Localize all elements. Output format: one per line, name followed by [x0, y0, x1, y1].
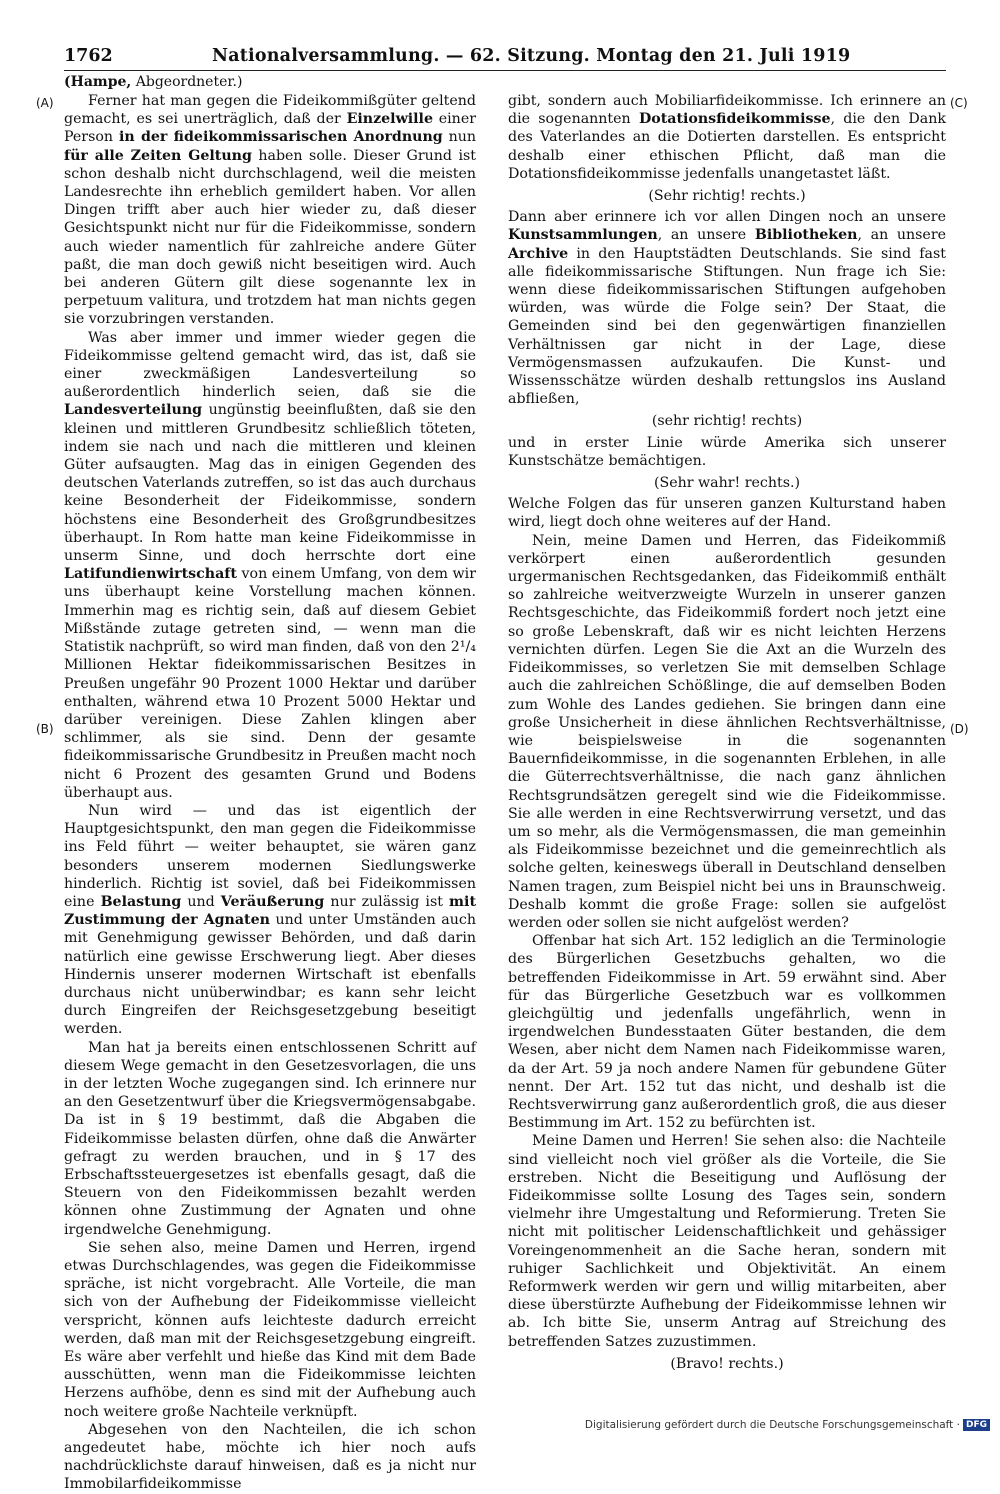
running-head-title: Nationalversammlung. — 62. Sitzung. Montag den 21. Juli 1919: [212, 46, 851, 66]
footer-text: Digitalisierung gefördert durch die Deutsche Forschungsgemeinschaft ·: [584, 1419, 960, 1431]
interjection: (Bravo! rechts.): [670, 1355, 784, 1372]
paragraph: und in erster Linie würde Amerika sich unserer Kunstschätze bemächtigen.: [508, 434, 946, 469]
paragraph: Ferner hat man gegen die Fideikommißgüter geltend gemacht, es sei unerträglich, daß der Einzelwille einer Person in der fideikommissarischen Anordnung nun für alle Zeiten Geltung haben solle. Dieser Grund ist schon deshalb nicht durchschlagend, weil die meisten Landesrechte ihn erheblich gemildert haben. Vor allen Dingen trifft aber auch hier wieder zu, daß dieser Gesichtspunkt nicht nur für die Fideikommisse, sondern auch wieder namentlich für zahlreiche andere Güter paßt, die man doch gewiß nicht beseitigen wird. Auch bei anderen Gütern gilt diese sogenannte lex in perpetuum valitura, und trotzdem hat man nichts gegen sie vorzubringen verstanden.: [64, 93, 477, 328]
dfg-logo: DFG: [963, 1419, 990, 1431]
paragraph: Was aber immer und immer wieder gegen die Fideikommisse geltend gemacht wird, das ist, daß sie einer zweckmäßigen Landesverteilung so außerordentlich hinderlich seien, daß sie die Landesverteilung ungünstig beeinflußten, daß sie den kleinen und mittleren Grundbesitz schließlich töteten, indem sie nach und nach die mittleren und kleinen Güter aufsaugten. Mag das in einigen Gegenden des deutschen Vaterlands zutreffen, so ist das auch durchaus keine Besonderheit der Fideikommisse, sondern höchstens eine Besonderheit des Großgrundbesitzes überhaupt. In Rom hatte man keine Fideikommisse in unserm Sinne, und doch herrschte dort eine Latifundienwirtschaft von einem Umfang, von dem wir uns überhaupt keine Vorstellung machen können. Immerhin mag es richtig sein, daß auf diesem Gebiet Mißstände zutage getreten sind, — wenn man die Statistik nachprüft, so wird man finden, daß von den 2¹/₄ Millionen Hektar fideikommissarischen Besitzes in Preußen ungefähr 90 Prozent 1000 Hektar und darüber enthalten, während etwa 10 Prozent 5000 Hektar und darüber vereinigen. Diese Zahlen klingen aber schlimmer, als sie sind. Denn der gesamte fideikommissarische Grundbesitz in Preußen macht noch nicht 6 Prozent des gesamten Grund und Bodens überhaupt aus.: [64, 329, 476, 801]
interjection: (sehr richtig! rechts): [651, 413, 803, 430]
right-column: [508, 92, 946, 1376]
page-number: 1762: [64, 46, 113, 66]
paragraph: gibt, sondern auch Mobiliarfideikommisse. Ich erinnere an die sogenannten Dotationsfideikommisse, die den Dank des Vaterlandes an die Dotierten darstellen. Es entspricht deshalb einer ethischen Pflicht, daß man die Dotationsfideikommisse jedenfalls unangetastet läßt.: [508, 93, 946, 182]
speaker-role: Abgeordneter.): [135, 74, 243, 90]
speaker-name: (Hampe,: [64, 74, 132, 90]
interjection: (Sehr richtig! rechts.): [648, 188, 806, 205]
paragraph: Sie sehen also, meine Damen und Herren, irgend etwas Durchschlagendes, was gegen die Fideikommisse spräche, ist nicht vorgebracht. Alle Vorteile, die man sich von der Aufhebung der Fideikommisse vielleicht verspricht, können aufs leichteste dadurch erreicht werden, daß man mit der Reichsgesetzgebung eingreift. Es wäre aber verfehlt und hieße das Kind mit dem Bade ausschütten, wenn man die Fideikommisse leichten Herzens aufhöbe, denn es sind mit der Aufhebung auch noch weitere große Nachteile verknüpft.: [64, 1239, 476, 1420]
paragraph: Dann aber erinnere ich vor allen Dingen noch an unsere Kunstsammlungen, an unsere Bibliotheken, an unsere Archive in den Hauptstädten Deutschlands. Sie sind fast alle fideikommissarische Stiftungen. Nun frage ich Sie: wenn diese fideikommissarischen Stiftungen aufgehoben würden, was würde die Folge sein? Der Staat, die Gemeinden sind bei den gegenwärtigen finanziellen Verhältnissen gar nicht in der Lage, diese Vermögensmassen aufzukaufen. Die Kunst- und Wissensschätze würden deshalb rettungslos ins Ausland abfließen,: [508, 209, 947, 408]
paragraph: Meine Damen und Herren! Sie sehen also: die Nachteile sind vielleicht noch viel größer als die Vorteile, die Sie erstreben. Nicht die Beseitigung und Auflösung der Fideikommisse sollte Losung des Tages sein, sondern vielmehr ihre Umgestaltung und Reformierung. Treten Sie nicht mit politischer Leidenschaftlichkeit und gehässiger Voreingenommenheit an die Sache heran, sondern mit ruhiger Sachlichkeit und Objektivität. An einem Reformwerk werden wir gern und willig mitarbeiten, aber diese überstürzte Aufhebung der Fideikommisse lehnen wir ab. Ich bitte Sie, unserm Antrag auf Streichung des betreffenden Satzes zuzustimmen.: [508, 1133, 946, 1350]
paragraph: Nein, meine Damen und Herren, das Fideikommiß verkörpert einen außerordentlich gesunden urgermanischen Rechtsgedanken, das Fideikommiß enthält so zahlreiche weitverzweigte Wurzeln in unserer ganzen Rechtsgeschichte, das Fideikommiß fordert noch jetzt eine so große Lebenskraft, daß wir es nicht leichten Herzens vernichten dürfen. Legen Sie die Axt an die Wurzeln des Fideikommisses, so verletzen Sie mit demselben Schlage auch die zahlreichen Schößlinge, die auf demselben Boden zum Wohle des Landes gediehen. Sie bringen dann eine große Unsicherheit in diese ähnlichen Rechtsverhältnisse, wie beispielsweise in die sogenannten Bauernfideikommisse, in die sogenannten Erblehen, in alle die Güterrechtsverhältnisse, die nach ganz ähnlichen Rechtsgrundsätzen geregelt sind wie die Fideikommisse. Sie alle werden in eine Rechtsverwirrung versetzt, und das um so mehr, als die Vermögensmassen, die man gemeinhin als Fideikommisse bezeichnet und die gemeinrechtlich als solche gelten, keineswegs überall in Deutschland denselben Namen tragen, zum Beispiel nicht bei uns in Braunschweig. Deshalb kommt die große Frage: sollen sie aufgelöst werden oder sollen sie nicht aufgelöst werden?: [508, 532, 946, 931]
paragraph: Abgesehen von den Nachteilen, die ich schon angedeutet habe, möchte ich hier noch aufs nachdrücklichste darauf hinweisen, daß es ja nicht nur Immobilarfideikommisse: [64, 1421, 476, 1493]
paragraph: Man hat ja bereits einen entschlossenen Schritt auf diesem Wege gemacht in den Gesetzesvorlagen, die uns in der letzten Woche zugegangen sind. Ich erinnere nur an den Gesetzentwurf über die Kriegsvermögensabgabe. Da ist in § 19 bestimmt, daß die Abgaben die Fideikommisse belasten dürfen, ohne daß die Anwärter gefragt zu werden brauchen, und in § 17 des Erbschaftssteuergesetzes ist ebenfalls gesagt, daß die Steuern von den Fideikommissen bezahlt werden können ohne Zustimmung der Agnaten und ohne irgendwelche Genehmigung.: [64, 1039, 476, 1238]
speaker-line: [64, 74, 242, 90]
margin-mark-a: (A): [36, 96, 54, 110]
running-header: [64, 40, 946, 71]
margin-mark-d: (D): [950, 722, 969, 736]
margin-mark-b: (B): [36, 722, 54, 736]
paragraph: Offenbar hat sich Art. 152 lediglich an die Terminologie des Bürgerlichen Gesetzbuchs gehalten, wo die betreffenden Fideikommisse in Art. 59 erwähnt sind. Aber für das Bürgerliche Gesetzbuch war es vollkommen gleichgültig und jedenfalls ungefährlich, wenn in irgendwelchen Bundesstaaten Güter bestanden, die dem Wesen, aber nicht dem Namen nach Fideikommisse waren, da der Art. 59 ja noch andere Namen für gebundene Güter nennt. Der Art. 152 tut das nicht, und deshalb ist die Rechtsverwirrung ganz außerordentlich groß, die aus dieser Bestimmung im Art. 152 zu befürchten ist.: [508, 933, 946, 1132]
digitization-footer: [585, 1419, 990, 1431]
margin-mark-c: (C): [950, 96, 968, 110]
left-column: [64, 92, 476, 1494]
interjection: (Sehr wahr! rechts.): [653, 475, 801, 492]
paragraph: Nun wird — und das ist eigentlich der Hauptgesichtspunkt, den man gegen die Fideikommisse ins Feld führt — weiter behauptet, sie wären ganz besonders unserem modernen Siedlungswerke hinderlich. Richtig ist soviel, daß bei Fideikommissen eine Belastung und Veräußerung nur zulässig ist mit Zustimmung der Agnaten und unter Umständen auch mit Genehmigung gewisser Behörden, und daß darin natürlich eine gewisse Erschwerung liegt. Aber dieses Hindernis unserer modernen Wirtschaft ist ebenfalls durchaus nicht unüberwindbar; es kann sehr leicht durch Eingreifen der Reichsgesetzgebung beseitigt werden.: [64, 802, 477, 1038]
paragraph: Welche Folgen das für unseren ganzen Kulturstand haben wird, liegt doch ohne weiteres auf der Hand.: [508, 496, 946, 531]
